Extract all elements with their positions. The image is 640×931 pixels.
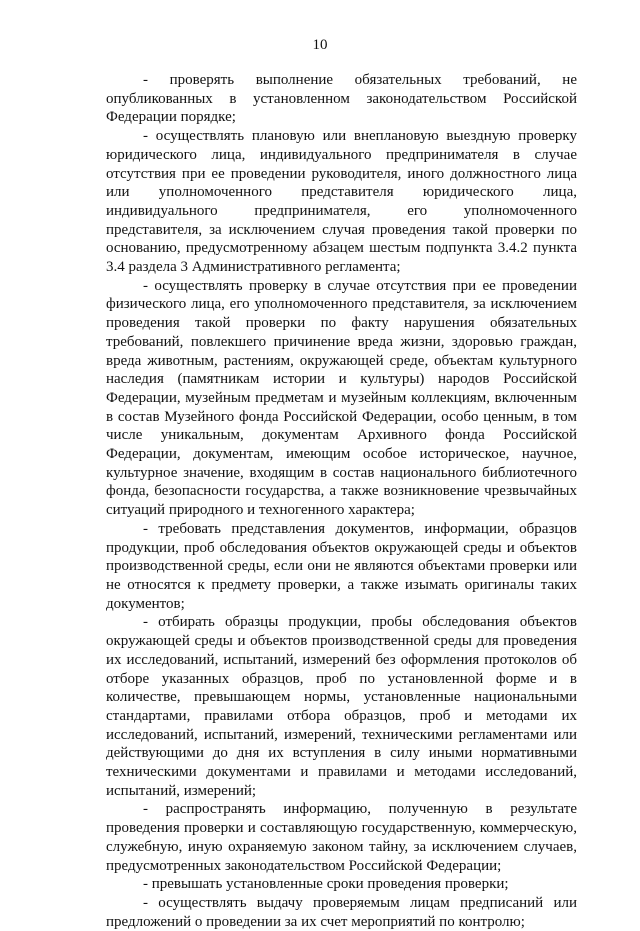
page-number: 10 (312, 37, 328, 53)
paragraph-issue-prescriptions: - осуществлять выдачу проверяемым лицам предписаний или предложений о проведении за их счет мероприятий по контролю; (106, 894, 577, 930)
paragraph-demand-documents: - требовать представления документов, информации, образцов продукции, проб обследования объектов окружающей среды и объектов производственной среды, если они не являются объектами проверки или не относятся к предмету проверки, а также изымать оригиналы таких документов; (106, 520, 577, 612)
paragraph-absence-of-individual: - осуществлять проверку в случае отсутствия при ее проведении физического лица, его уполномоченного представителя, за исключением проведения такой проверки по факту нарушения обязательных требований, повлекшего причинение вреда жизни, здоровью граждан, вреда животным, растениям, окружающей среде, объектам культурного наследия (памятникам истории и культуры) народов Российской Федерации, музейным предметам и музейным коллекциям, включенным в состав Музейного фонда Российской Федерации, особо ценным, в том числе уникальным, документам Архивного фонда Российской Федерации, документам, имеющим особое историческое, научное, культурное значение, входящим в состав национального библиотечного фонда, безопасности государства, а также возникновение чрезвычайных ситуаций природного и техногенного характера; (106, 277, 577, 519)
paragraph-exceed-deadlines: - превышать установленные сроки проведения проверки; (143, 876, 509, 893)
document-body (106, 71, 577, 931)
paragraph-unpublished-requirements: - проверять выполнение обязательных требований, не опубликованных в установленном законодательством Российской Федерации порядке; (106, 72, 577, 126)
paragraph-absence-of-legal-entity: - осуществлять плановую или внеплановую выездную проверку юридического лица, индивидуального предпринимателя в случае отсутствия при ее проведении руководителя, иного должностного лица или уполномоченного представителя юридического лица, индивидуального предпринимателя, его уполномоченного представителя, за исключением случая проведения такой проверки по основанию, предусмотренному абзацем шестым подпункта 3.4.2 пункта 3.4 раздела 3 Административного регламента; (106, 128, 577, 276)
paragraph-disclose-information: - распространять информацию, полученную в результате проведения проверки и составляющую государственную, коммерческую, служебную, иную охраняемую законом тайну, за исключением случаев, предусмотренных законодательством Российской Федерации; (106, 801, 577, 874)
paragraph-take-samples: - отбирать образцы продукции, пробы обследования объектов окружающей среды и объектов производственной среды для проведения их исследований, испытаний, измерений без оформления протоколов об отборе указанных образцов, проб по установленной форме и в количестве, превышающем нормы, установленные национальными стандартами, правилами отбора образцов, проб и методами их исследований, испытаний, измерений, техническими регламентами или действующими до дня их вступления в силу иными нормативными техническими документами и правилами и методами исследований, испытаний, измерений; (106, 614, 577, 799)
